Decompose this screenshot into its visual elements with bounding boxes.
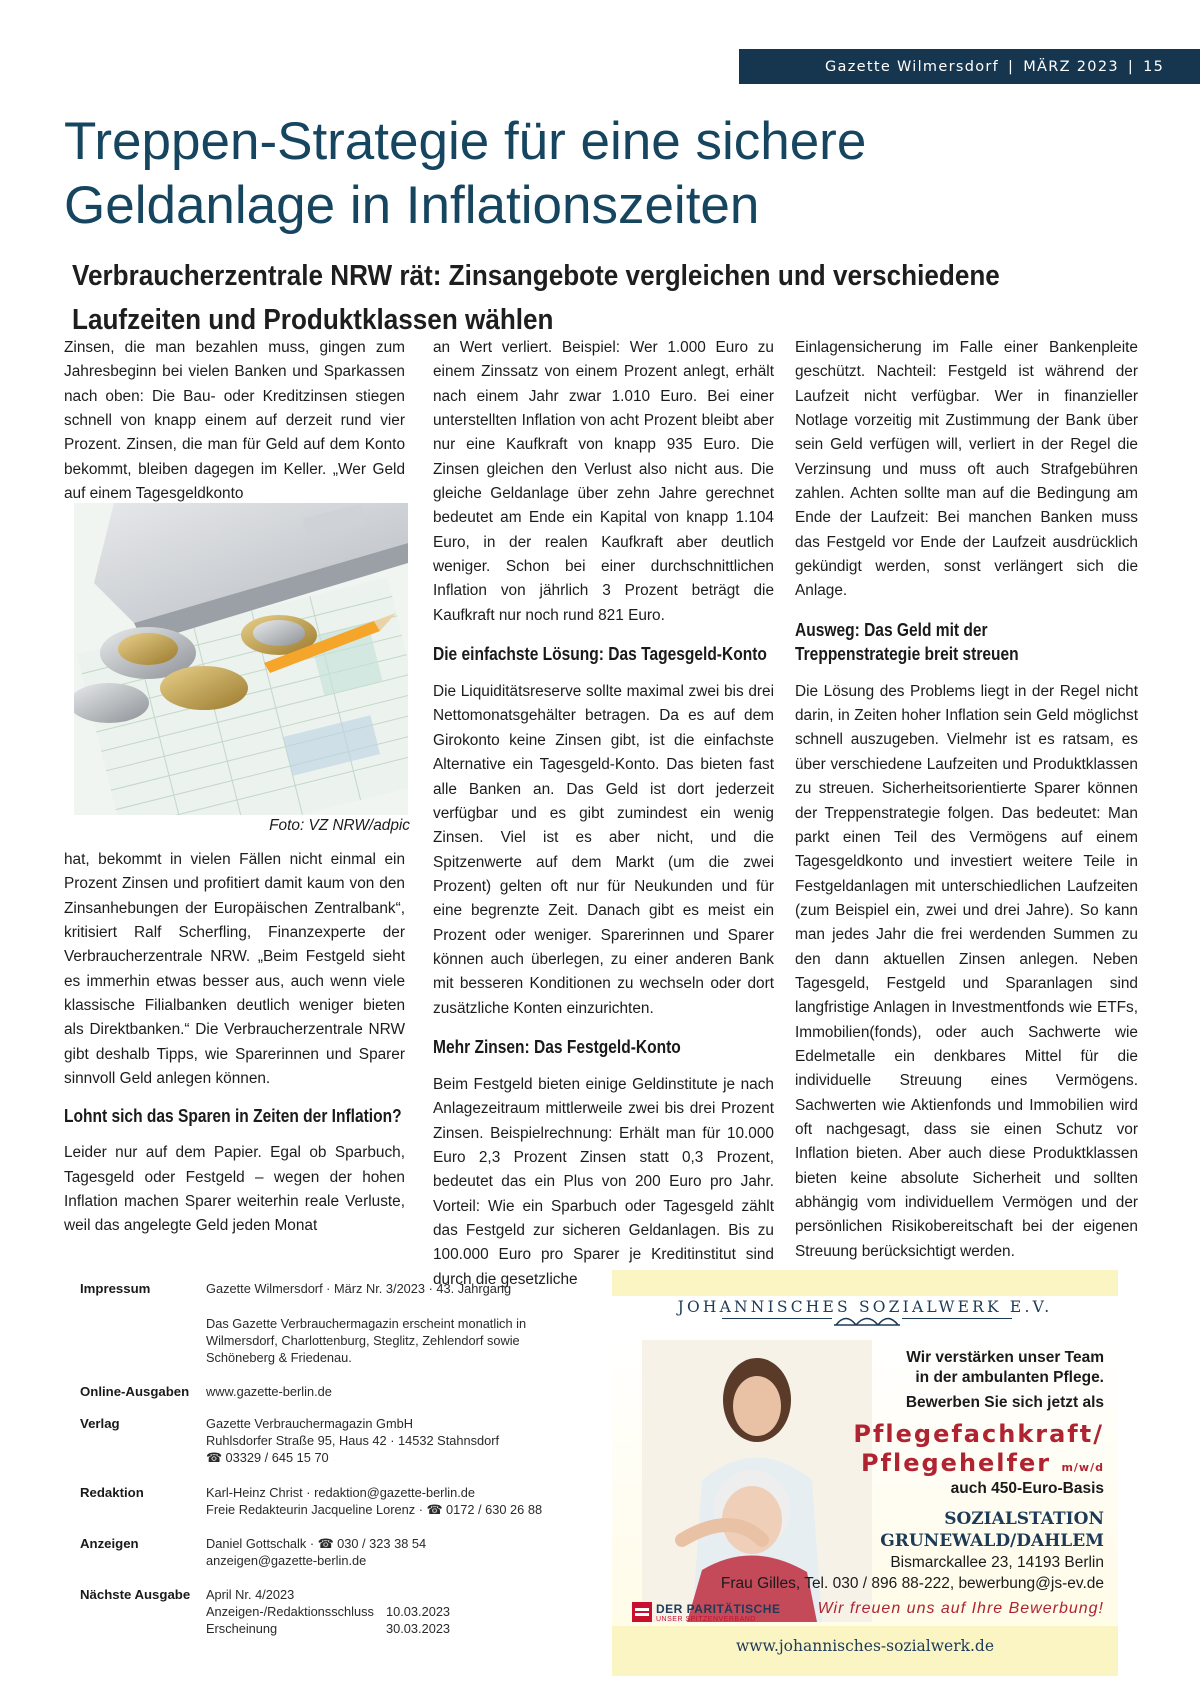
calculator-coins-illustration [74, 503, 408, 815]
header-separator: | [1008, 58, 1015, 75]
article-column-1-continued [64, 848, 405, 1239]
ad-station-name: SOZIALSTATION GRUNEWALD/DAHLEM [880, 1509, 1104, 1551]
paragraph: Beim Festgeld bieten einige Geldinstitute je nach Anlagezeitraum mittlerweile zwei bis drei Prozent Zinsen. Beispielrechnung: Erhält man für 10.000 Euro 2,3 Prozent Zinsen statt 0,3 Prozent, bedeutet das ein Plus von 200 Euro pro Jahr. Vorteil: Wie ein Sparbuch oder Tagesgeld zählt das Festgeld zur sicheren Geldanlagen. Bis zu 100.000 Euro pro Sparer je Kreditinstitut sind durch die gesetzliche [433, 1075, 774, 1288]
headline-line: Geldanlage in Inflationszeiten [64, 176, 760, 235]
ad-contact[interactable]: Frau Gilles, Tel. 030 / 896 88-222, bewerbung@js-ev.de [720, 1575, 1104, 1592]
ad-address: Bismarckallee 23, 14193 Berlin [890, 1554, 1104, 1571]
ad-website-link[interactable]: www.johannisches-sozialwerk.de [735, 1637, 995, 1655]
org-rule [722, 1318, 832, 1319]
online-label: Online-Ausgaben [80, 1384, 190, 1399]
paragraph: Die Liquiditätsreserve sollte maximal zwei bis drei Nettomonatsgehälter betragen. Da es auf dem Girokonto keine Zinsen gibt, ist die einfachste Alternative ein Tagesgeld-Konto. Das bieten fast alle Banken an. Das Geld ist dort jederzeit verfügbar und es gibt zumindest ein wenig Zinsen. Viel ist es aber nicht, und die Spitzenwerte auf dem Markt (um die zwei Prozent) gelten oft nur für Neukunden und für eine begrenzte Zeit. Danach gibt es meist ein Prozent oder weniger. Sparerinnen und Sparer können auch überlegen, zu einer anderen Bank mit besseren Konditionen zu wechseln oder dort zusätzliche Konten einzurichten. [433, 683, 774, 1017]
page-number: 15 [1143, 58, 1165, 75]
org-rule [902, 1318, 1012, 1319]
ad-top-strip [612, 1270, 1118, 1296]
online-link[interactable]: www.gazette-berlin.de [206, 1384, 332, 1399]
ad-slogan: Wir freuen uns auf Ihre Bewerbung! [817, 1600, 1104, 1617]
issue-line: Gazette Wilmersdorf · März Nr. 3/2023 · 43. Jahrgang [206, 1281, 512, 1296]
anzeigen-label: Anzeigen [80, 1536, 139, 1551]
paragraph: hat, bekommt in vielen Fällen nicht einmal ein Prozent Zinsen und profitiert damit kaum von den Zinsanhebungen der Europäischen Zentralbank“, kritisiert Ralf Scherfling, Finanzexperte der Verbraucherzentrale NRW. „Beim Festgeld sieht es immerhin etwas besser aus, auch wenn viele klassische Filialbanken deutlich weniger bieten als Direktbanken.“ Die Verbraucherzentrale NRW gibt deshalb Tipps, wie Sparerinnen und Sparer sinnvoll Geld anlegen können. [64, 851, 405, 1088]
heading-line: Ausweg: Das Geld mit der [795, 618, 988, 640]
redaktion-value: Karl-Heinz Christ · redaktion@gazette-berlin.de Freie Redakteurin Jacqueline Lorenz · ☎ 0172 / 630 26 88 [206, 1485, 543, 1517]
anzeigen-value: Daniel Gottschalk · ☎ 030 / 323 38 54 anzeigen@gazette-berlin.de [206, 1536, 427, 1568]
paritaet-logo: DER PARITÄTISCHE UNSER SPITZENVERBAND [632, 1600, 772, 1628]
paragraph: an Wert verliert. Beispiel: Wer 1.000 Euro zu einem Zinssatz von einem Prozent anlegt, erhält nach einem Jahr zwar 1.010 Euro. Bei einer unterstellten Inflation von acht Prozent bleibt aber nur eine Kaufkraft von knapp 935 Euro. Die Zinsen gleichen den Verlust also nicht aus. Die gleiche Geldanlage über zehn Jahre gerechnet bedeutet am Ende ein Kapital von knapp 1.104 Euro, in der realen Kaufkraft aber deutlich weniger. Schon bei einer durchschnittlichen Inflation von jährlich 3 Prozent beträgt die Kaufkraft nur noch rund 821 Euro. [433, 339, 774, 624]
description: Das Gazette Verbrauchermagazin erscheint monatlich in Wilmersdorf, Charlottenburg, Steglitz, Zehlendorf sowie Schöneberg & Friedenau. [206, 1316, 527, 1365]
page-header-bar [739, 49, 1200, 84]
job-advertisement [612, 1270, 1118, 1676]
ad-organization: JOHANNISCHES SOZIALWERK E.V. [677, 1298, 1053, 1316]
paritaet-logo-icon [632, 1602, 652, 1622]
section-heading-ausweg [795, 618, 1083, 666]
photo-caption: Foto: VZ NRW/adpic [269, 817, 410, 834]
publication-name: Gazette Wilmersdorf [825, 58, 1000, 75]
paragraph: Leider nur auf dem Papier. Egal ob Sparbuch, Tagesgeld oder Festgeld – wegen der hohen Inflation machen Sparer weiterhin reale Verluste, weil das angelegte Geld jeden Monat [64, 1144, 405, 1235]
article-headline [64, 110, 1164, 238]
article-column-3 [795, 336, 1138, 1264]
issue-label: MÄRZ 2023 [1023, 58, 1119, 75]
paragraph: Die Lösung des Problems liegt in der Regel nicht darin, in Zeiten hoher Inflation sein Geld möglichst schnell auszugeben. Vielmehr ist es ratsam, es über verschiedene Laufzeiten und Produktklassen zu streuen. Sicherheitsorientierte Sparer können der Treppenstrategie folgen. Das bedeutet: Man parkt einen Teil des Vermögens auf einem Tagesgeldkonto und investiert weitere Teile in Festgeldanlagen mit unterschiedlichen Laufzeiten (zum Beispiel ein, zwei und drei Jahre). So kann man jedes Jahr die frei werdenden Summen zu den dann aktuellen Zinsen anlegen. Neben Tagesgeld, Festgeld und Sparanlagen sind langfristige Anlagen in Investmentfonds wie ETFs, Immobilien(fonds), oder auch Sachwerte wie Edelmetalle ein denkbares Mittel für die individuelle Streuung eines Vermögens. Sachwerten wie Aktienfonds und Immobilien wird oft nachgesagt, dass sie einen Schutz vor Inflation bieten. Aber auch diese Produktklassen bieten keine absolute Sicherheit und sollten abhängig vom individuellem Vermögen und der persönlichen Risikobereitschaft bei der eigenen Streuung berücksichtigt werden. [795, 682, 1138, 1260]
ad-basis-text: auch 450-Euro-Basis [950, 1480, 1104, 1497]
subheadline-line: Laufzeiten und Produktklassen wählen [72, 304, 554, 336]
article-column-1 [64, 336, 405, 506]
article-photo [74, 503, 408, 815]
verlag-label: Verlag [80, 1416, 120, 1431]
next-issue-value: April Nr. 4/2023 Anzeigen-/Redaktionsschluss 10.03.2023 Erscheinung 30.03.2023 [206, 1587, 451, 1636]
article-subheadline [72, 254, 1062, 342]
next-issue-label: Nächste Ausgabe [80, 1587, 191, 1602]
ad-apply-text: Bewerben Sie sich jetzt als [905, 1394, 1104, 1411]
section-heading-festgeld: Mehr Zinsen: Das Festgeld-Konto [433, 1035, 681, 1057]
header-separator: | [1127, 58, 1135, 75]
article-column-2 [433, 336, 774, 1292]
heading-line: Treppenstrategie breit streuen [795, 642, 1019, 664]
section-heading-tagesgeld: Die einfachste Lösung: Das Tagesgeld-Konto [433, 643, 767, 665]
headline-line: Treppen-Strategie für eine sichere [64, 112, 867, 171]
ad-job-title: Pflegefachkraft/ Pflegehelfer m/w/d [853, 1420, 1104, 1477]
impressum-title: Impressum [80, 1281, 151, 1296]
redaktion-label: Redaktion [80, 1485, 144, 1500]
arches-logo-icon [834, 1310, 900, 1326]
subheadline-line: Verbraucherzentrale NRW rät: Zinsangebote vergleichen und verschiedene [72, 260, 1000, 292]
verlag-value: Gazette Verbrauchermagazin GmbH Ruhlsdorfer Straße 95, Haus 42 · 14532 Stahnsdorf ☎ 03329 / 645 15 70 [206, 1416, 500, 1465]
paragraph: Einlagensicherung im Falle einer Bankenpleite geschützt. Nachteil: Festgeld ist während der Laufzeit nicht verfügbar. Wer in finanzieller Notlage vorzeitig mit Zustimmung der Bank über sein Geld verfügen will, verliert in der Regel die Verzinsung und muss oft auch Strafgebühren zahlen. Achten sollte man auf die Bedingung am Ende der Laufzeit: Bei manchen Banken muss das Festgeld vor Ende der Laufzeit ausdrücklich gekündigt werden, sonst verlängert sich die Anlage. [795, 339, 1138, 600]
section-heading-sparen: Lohnt sich das Sparen in Zeiten der Inflation? [64, 1105, 402, 1127]
paragraph: Zinsen, die man bezahlen muss, gingen zum Jahresbeginn bei vielen Banken und Sparkassen nach oben: Die Bau- oder Kreditzinsen stiegen schnell von knapp einem auf derzeit rund vier Prozent. Zinsen, die man für Geld auf dem Konto bekommt, bleiben dagegen im Keller. „Wer Geld auf einem Tagesgeldkonto [64, 339, 405, 503]
ad-team-text: Wir verstärken unser Team in der ambulanten Pflege. [906, 1349, 1104, 1386]
